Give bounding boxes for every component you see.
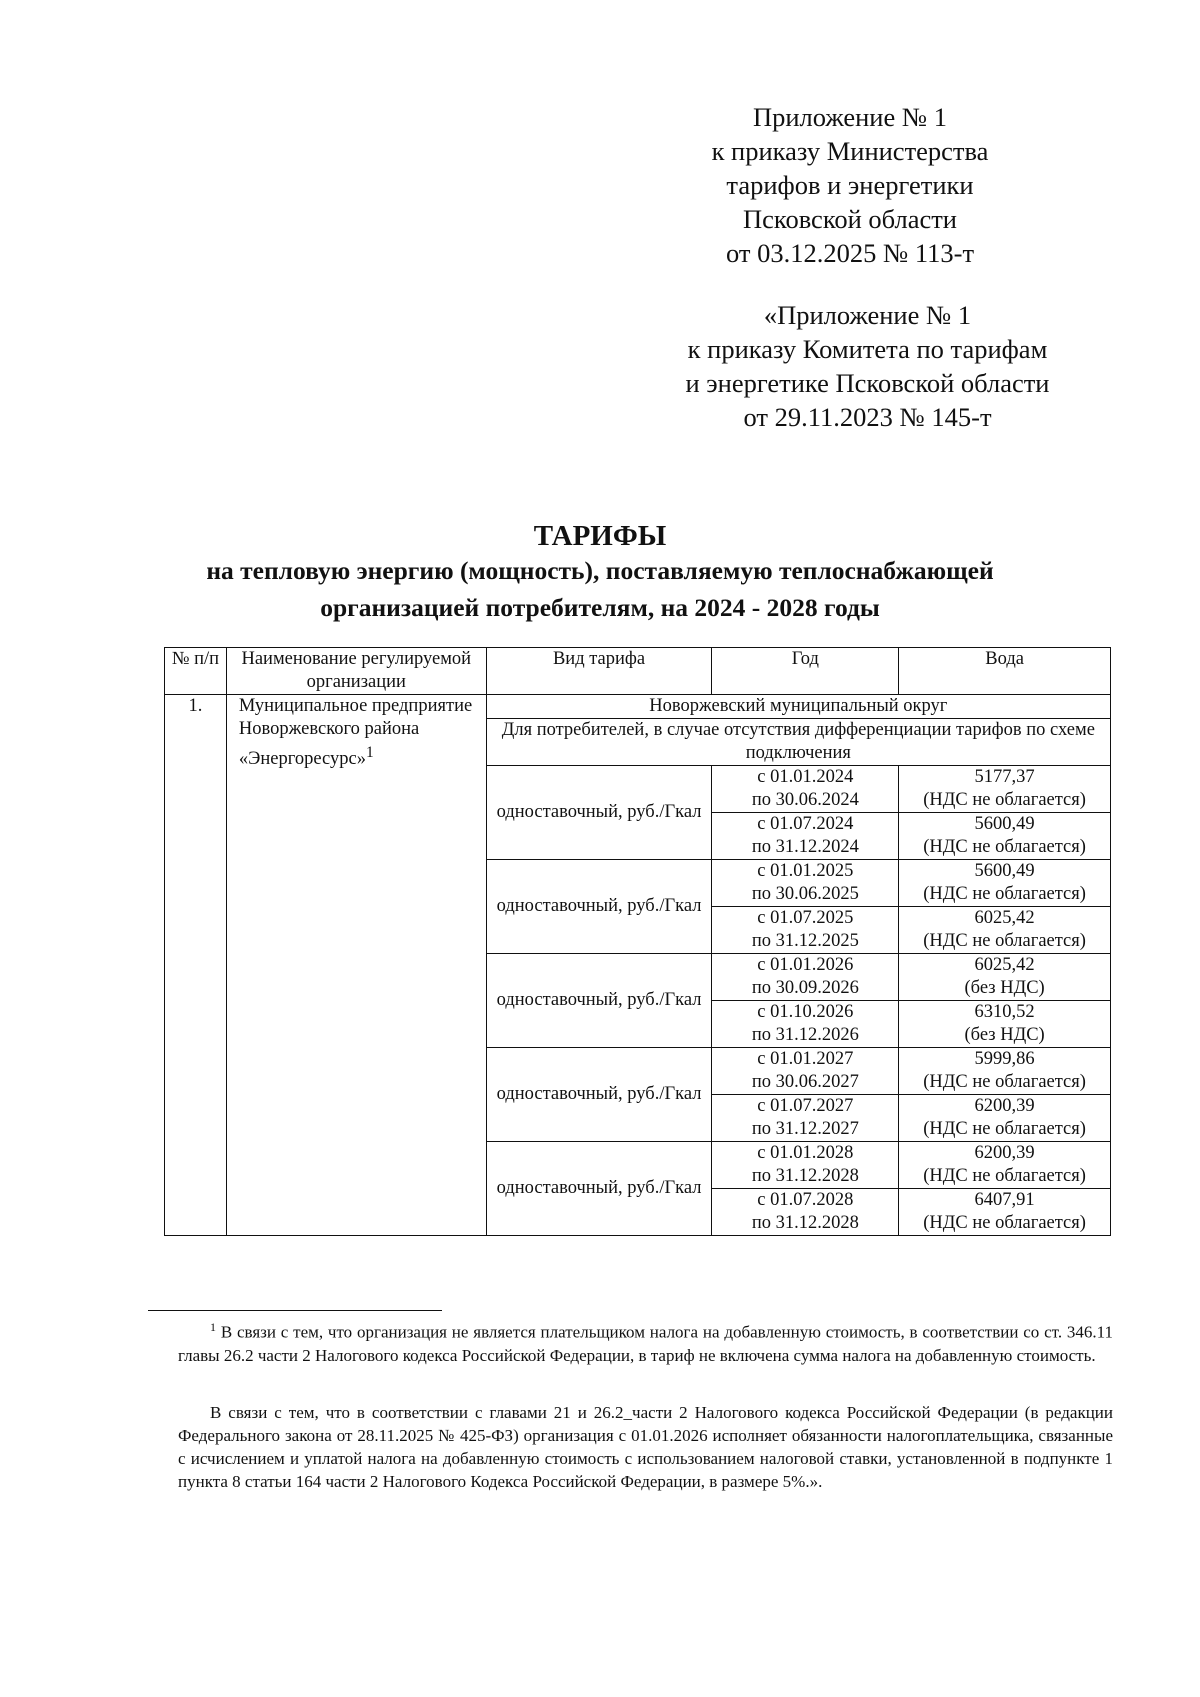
tariff-value: 6407,91 [974, 1190, 1035, 1210]
period-from: с 01.01.2025 [757, 861, 854, 881]
tariff-type-cell: одноставочный, руб./Гкал [486, 1142, 712, 1236]
tariff-type-cell: одноставочный, руб./Гкал [486, 1048, 712, 1142]
table-row [165, 695, 1111, 719]
organization-cell [226, 695, 486, 1236]
period-to: по 30.09.2026 [751, 978, 859, 998]
period-to: по 31.12.2025 [751, 931, 859, 951]
period-from: с 01.01.2024 [757, 767, 854, 787]
period-to: по 31.12.2028 [751, 1166, 859, 1186]
vat-note: (без НДС) [964, 1025, 1045, 1045]
value-cell [899, 1001, 1111, 1048]
document-title: ТАРИФЫ [533, 520, 667, 552]
appendix-line: к приказу Министерства [711, 136, 989, 166]
footnote-mark: 1 [365, 744, 374, 761]
appendix-header-original [665, 298, 1070, 434]
header-water: Вода [899, 648, 1111, 695]
value-cell [899, 1048, 1111, 1095]
value-cell [899, 1189, 1111, 1236]
period-cell [712, 766, 899, 813]
footnote-mark: 1 [210, 1320, 216, 1334]
tariff-type-cell: одноставочный, руб./Гкал [486, 860, 712, 954]
period-from: с 01.07.2027 [757, 1096, 854, 1116]
document-subtitle-line-2: организацией потребителям, на 2024 - 2028 годы [320, 593, 880, 622]
period-from: с 01.07.2028 [757, 1190, 854, 1210]
period-to: по 31.12.2024 [751, 837, 859, 857]
period-cell [712, 1001, 899, 1048]
footnote-1 [178, 1316, 1113, 1367]
period-cell [712, 954, 899, 1001]
period-from: с 01.10.2026 [757, 1002, 854, 1022]
period-to: по 31.12.2027 [751, 1119, 859, 1139]
row-number: 1. [165, 695, 227, 1236]
footnote-divider [148, 1310, 442, 1311]
consumers-note-cell: Для потребителей, в случае отсутствия дифференциации тарифов по схеме подключения [486, 719, 1110, 766]
value-cell [899, 954, 1111, 1001]
document-subtitle-line-1: на тепловую энергию (мощность), поставляемую теплоснабжающей [206, 556, 994, 585]
appendix-line: от 03.12.2025 № 113-т [725, 238, 975, 268]
vat-note: (без НДС) [964, 978, 1045, 998]
period-to: по 30.06.2024 [751, 790, 859, 810]
tariff-value: 5999,86 [974, 1049, 1035, 1069]
period-cell [712, 907, 899, 954]
vat-note: (НДС не облагается) [923, 1166, 1086, 1186]
header-year: Год [712, 648, 899, 695]
tariff-value: 5177,37 [974, 767, 1035, 787]
table-header-row [165, 648, 1111, 695]
header-num: № п/п [165, 648, 227, 695]
appendix-header-current [685, 100, 1015, 270]
appendix-line: тарифов и энергетики [726, 170, 974, 200]
tariff-value: 6200,39 [974, 1096, 1035, 1116]
period-cell [712, 860, 899, 907]
value-cell [899, 1095, 1111, 1142]
period-from: с 01.01.2028 [757, 1143, 854, 1163]
period-to: по 30.06.2027 [751, 1072, 859, 1092]
vat-note: (НДС не облагается) [923, 1072, 1086, 1092]
vat-note: (НДС не облагается) [923, 837, 1086, 857]
organization-name: Муниципальное предприятие Новоржевского района «Энергоресурс» [238, 696, 473, 770]
value-cell [899, 1142, 1111, 1189]
header-org: Наименование регулируемой организации [226, 648, 486, 695]
value-cell [899, 860, 1111, 907]
period-from: с 01.01.2027 [757, 1049, 854, 1069]
period-from: с 01.07.2024 [757, 814, 854, 834]
footnote-text: В связи с тем, что в соответствии с главами 21 и 26.2_части 2 Налогового кодекса Российской Федерации (в редакции Федерального закона от 28.11.2025 № 425-ФЗ) организация с 01.01.2026 исполняет обязанности налогоплательщика, связанные с исчислением и уплатой налога на добавленную стоимость с использованием налоговой ставки, установленной в подпункте 1 пункта 8 статьи 164 части 2 Налогового Кодекса Российской Федерации, в размере 5%.». [178, 1403, 1113, 1491]
appendix-line: к приказу Комитета по тарифам [687, 334, 1048, 364]
period-cell [712, 1189, 899, 1236]
period-from: с 01.01.2026 [757, 955, 854, 975]
tariff-value: 6310,52 [974, 1002, 1035, 1022]
value-cell [899, 766, 1111, 813]
district-cell: Новоржевский муниципальный округ [486, 695, 1110, 719]
appendix-line: и энергетике Псковской области [685, 368, 1050, 398]
appendix-line: от 29.11.2023 № 145-т [743, 402, 992, 432]
appendix-line: Псковской области [743, 204, 957, 234]
tariff-value: 5600,49 [974, 861, 1035, 881]
tariff-type-cell: одноставочный, руб./Гкал [486, 954, 712, 1048]
footnote-2 [178, 1401, 1113, 1493]
value-cell [899, 907, 1111, 954]
vat-note: (НДС не облагается) [923, 1213, 1086, 1233]
period-cell [712, 1048, 899, 1095]
vat-note: (НДС не облагается) [923, 1119, 1086, 1139]
vat-note: (НДС не облагается) [923, 884, 1086, 904]
tariff-type-cell: одноставочный, руб./Гкал [486, 766, 712, 860]
tariff-value: 5600,49 [974, 814, 1035, 834]
vat-note: (НДС не облагается) [923, 931, 1086, 951]
tariff-value: 6200,39 [974, 1143, 1035, 1163]
tariff-table [164, 647, 1111, 1236]
period-cell [712, 1095, 899, 1142]
period-to: по 30.06.2025 [751, 884, 859, 904]
period-to: по 31.12.2028 [751, 1213, 859, 1233]
period-cell [712, 813, 899, 860]
tariff-value: 6025,42 [974, 955, 1035, 975]
value-cell [899, 813, 1111, 860]
appendix-line: Приложение № 1 [752, 102, 947, 132]
footnote-text: В связи с тем, что организация не является плательщиком налога на добавленную стоимость, в соответствии со ст. 346.11 главы 26.2 части 2 Налогового кодекса Российской Федерации, в тариф не включена сумма налога на добавленную стоимость. [178, 1322, 1114, 1365]
tariff-value: 6025,42 [974, 908, 1035, 928]
header-tariff-type: Вид тарифа [486, 648, 712, 695]
appendix-line: «Приложение № 1 [763, 300, 972, 330]
vat-note: (НДС не облагается) [923, 790, 1086, 810]
period-from: с 01.07.2025 [757, 908, 854, 928]
period-to: по 31.12.2026 [751, 1025, 859, 1045]
period-cell [712, 1142, 899, 1189]
